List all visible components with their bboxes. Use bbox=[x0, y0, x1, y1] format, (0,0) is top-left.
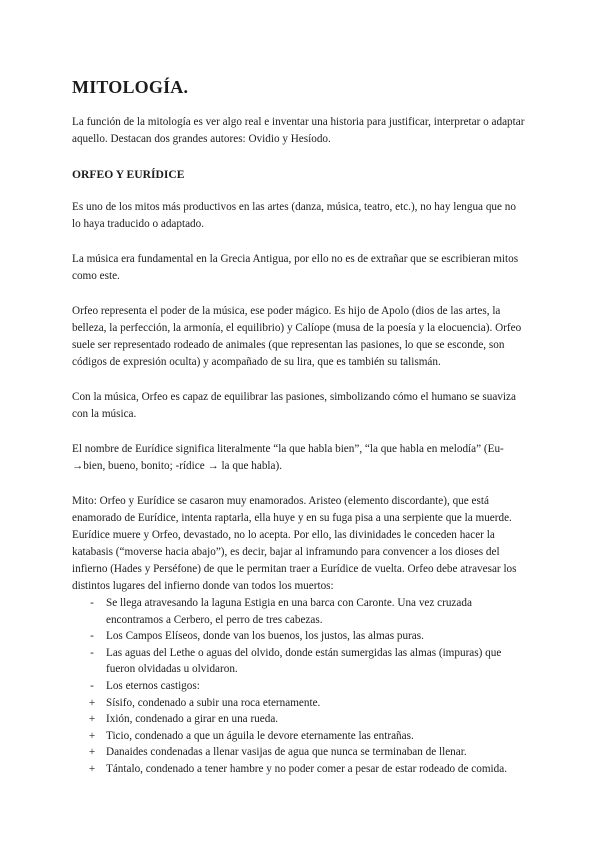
list-marker: + bbox=[88, 729, 96, 742]
paragraph-balance-passions: Con la música, Orfeo es capaz de equilibrar las pasiones, simbolizando cómo el humano se suaviza con la música. bbox=[72, 391, 516, 420]
section-title: ORFEO Y EURÍDICE bbox=[72, 168, 185, 181]
list-item-text: Se llega atravesando la laguna Estigia en una barca con Caronte. Una vez cruzada encontramos a Cerbero, el perro de tres cabezas. bbox=[106, 597, 472, 626]
list-item bbox=[72, 711, 527, 728]
list-item bbox=[72, 695, 527, 712]
list-item bbox=[72, 595, 527, 628]
list-item-text: Sísifo, condenado a subir una roca eternamente. bbox=[106, 696, 321, 709]
paragraph-euridice-name: El nombre de Eurídice significa literalmente “la que habla bien”, “la que habla en melodía” (Eu- →bien, bueno, bonito; -rídice → la que habla). bbox=[72, 443, 504, 472]
list-item-text: Los Campos Elíseos, donde van los buenos, los justos, las almas puras. bbox=[106, 630, 424, 643]
list-marker: + bbox=[88, 762, 96, 775]
page-title: MITOLOGÍA. bbox=[72, 77, 189, 97]
list-marker: - bbox=[90, 646, 94, 659]
list-item bbox=[72, 728, 527, 745]
list-item bbox=[72, 678, 527, 695]
list-item-text: Las aguas del Lethe o aguas del olvido, donde están sumergidas las almas (impuras) que fueron olvidadas u olvidaron. bbox=[106, 646, 502, 676]
underworld-list bbox=[72, 595, 527, 778]
paragraph-orfeo-power: Orfeo representa el poder de la música, ese poder mágico. Es hijo de Apolo (dios de las artes, la belleza, la perfección, la armonía, el equilibrio) y Calíope (musa de la poesía y la elocuencia). Orfeo suele ser representado rodeado de animales (que representan las pasiones, lo que se esconde, son códigos de expresión oculta) y acompañado de su lira, que es también su talismán. bbox=[72, 305, 522, 368]
list-item-text: Ticio, condenado a que un águila le devore eternamente las entrañas. bbox=[106, 729, 414, 742]
list-marker: + bbox=[88, 713, 96, 726]
list-item-text: Ixión, condenado a girar en una rueda. bbox=[106, 713, 279, 726]
list-item-text: Los eternos castigos: bbox=[106, 679, 200, 692]
list-marker: + bbox=[88, 746, 96, 759]
list-marker: - bbox=[90, 679, 94, 692]
list-item-text: Danaides condenadas a llenar vasijas de agua que nunca se terminaban de llenar. bbox=[106, 746, 467, 759]
list-marker: + bbox=[88, 696, 96, 709]
list-item bbox=[72, 744, 527, 761]
list-item bbox=[72, 645, 527, 678]
paragraph-myth: Mito: Orfeo y Eurídice se casaron muy enamorados. Aristeo (elemento discordante), que está enamorado de Eurídice, intenta raptarla, ella huye y en su fuga pisa a una serpiente que la muerde. Eurídice muere y Orfeo, devastado, no lo acepta. Por ello, las divinidades le conceden hacer la katabasis (“moverse hacia abajo”), es decir, bajar al inframundo para convencer a los dioses del infierno (Hades y Perséfone) de que le permitan traer a Eurídice de vuelta. Orfeo debe atravesar los distintos lugares del infierno donde van todos los muertos: bbox=[72, 495, 517, 592]
intro-paragraph: La función de la mitología es ver algo real e inventar una historia para justificar, interpretar o adaptar aquello. Destacan dos grandes autores: Ovidio y Hesíodo. bbox=[72, 116, 525, 145]
list-item-text: Tántalo, condenado a tener hambre y no poder comer a pesar de estar rodeado de comida. bbox=[106, 762, 508, 775]
list-item bbox=[72, 761, 527, 778]
list-marker: - bbox=[90, 597, 94, 609]
paragraph-music-greece: La música era fundamental en la Grecia Antigua, por ello no es de extrañar que se escribieran mitos como este. bbox=[72, 253, 519, 282]
document-page bbox=[72, 76, 527, 778]
list-item bbox=[72, 628, 527, 645]
paragraph-productive-myth: Es uno de los mitos más productivos en las artes (danza, música, teatro, etc.), no hay lengua que no lo haya traducido o adaptado. bbox=[72, 201, 516, 230]
list-marker: - bbox=[90, 630, 94, 643]
